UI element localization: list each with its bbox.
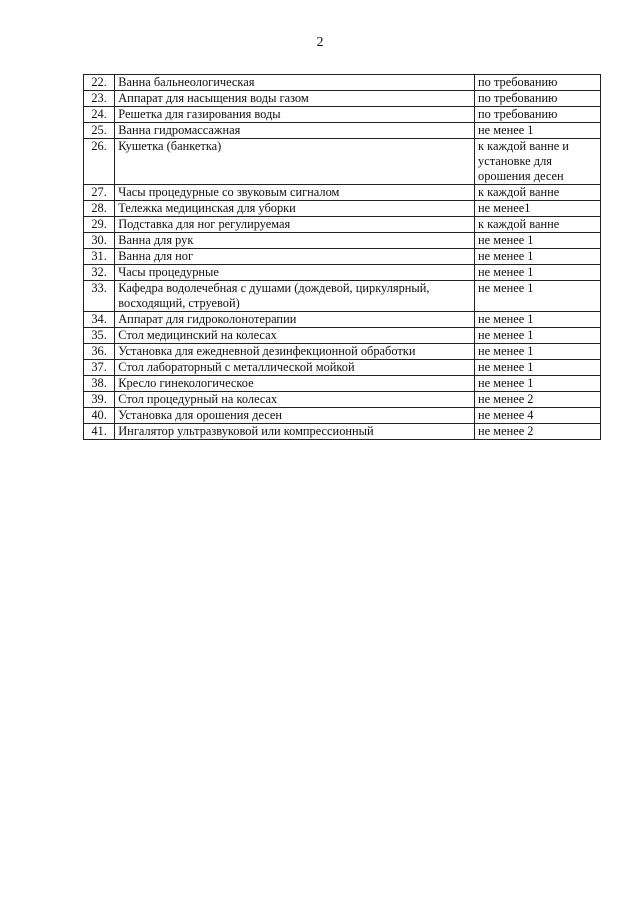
quantity-cell: по требованию — [475, 107, 601, 123]
quantity-cell: не менее 1 — [475, 281, 601, 312]
row-number-cell: 34. — [84, 312, 115, 328]
quantity-cell: не менее 1 — [475, 360, 601, 376]
table-row — [84, 344, 601, 360]
row-number-cell: 41. — [84, 424, 115, 440]
row-number-cell: 29. — [84, 217, 115, 233]
row-number-cell: 35. — [84, 328, 115, 344]
equipment-name-cell: Стол процедурный на колесах — [115, 392, 475, 408]
equipment-name-cell: Кафедра водолечебная с душами (дождевой, циркулярный, восходящий, струевой) — [115, 281, 475, 312]
quantity-cell: не менее 1 — [475, 344, 601, 360]
table-row — [84, 281, 601, 312]
quantity-cell: не менее 4 — [475, 408, 601, 424]
quantity-cell: не менее 1 — [475, 376, 601, 392]
quantity-cell: по требованию — [475, 91, 601, 107]
equipment-name-cell: Установка для орошения десен — [115, 408, 475, 424]
table-row — [84, 265, 601, 281]
equipment-name-cell: Ванна гидромассажная — [115, 123, 475, 139]
table-row — [84, 408, 601, 424]
quantity-cell: не менее1 — [475, 201, 601, 217]
equipment-name-cell: Стол медицинский на колесах — [115, 328, 475, 344]
equipment-name-cell: Ванна для рук — [115, 233, 475, 249]
table-body — [84, 75, 601, 440]
equipment-name-cell: Подставка для ног регулируемая — [115, 217, 475, 233]
row-number-cell: 24. — [84, 107, 115, 123]
equipment-name-cell: Аппарат для насыщения воды газом — [115, 91, 475, 107]
quantity-cell: не менее 1 — [475, 123, 601, 139]
row-number-cell: 30. — [84, 233, 115, 249]
row-number-cell: 40. — [84, 408, 115, 424]
quantity-cell: к каждой ванне — [475, 217, 601, 233]
row-number-cell: 26. — [84, 139, 115, 185]
equipment-name-cell: Ванна бальнеологическая — [115, 75, 475, 91]
quantity-cell: по требованию — [475, 75, 601, 91]
equipment-table — [83, 74, 601, 440]
quantity-cell: к каждой ванне и установке для орошения десен — [475, 139, 601, 185]
row-number-cell: 22. — [84, 75, 115, 91]
table-row — [84, 217, 601, 233]
equipment-name-cell: Часы процедурные — [115, 265, 475, 281]
table-row — [84, 328, 601, 344]
table-row — [84, 392, 601, 408]
row-number-cell: 32. — [84, 265, 115, 281]
table-row — [84, 312, 601, 328]
row-number-cell: 25. — [84, 123, 115, 139]
quantity-cell: не менее 1 — [475, 328, 601, 344]
quantity-cell: не менее 2 — [475, 424, 601, 440]
quantity-cell: не менее 1 — [475, 249, 601, 265]
table-row — [84, 233, 601, 249]
page-number: 2 — [316, 35, 324, 50]
table-row — [84, 75, 601, 91]
row-number-cell: 38. — [84, 376, 115, 392]
equipment-name-cell: Стол лабораторный с металлической мойкой — [115, 360, 475, 376]
table-row — [84, 91, 601, 107]
row-number-cell: 31. — [84, 249, 115, 265]
table-row — [84, 249, 601, 265]
table-row — [84, 201, 601, 217]
row-number-cell: 27. — [84, 185, 115, 201]
quantity-cell: не менее 1 — [475, 265, 601, 281]
table-row — [84, 360, 601, 376]
equipment-name-cell: Кресло гинекологическое — [115, 376, 475, 392]
row-number-cell: 23. — [84, 91, 115, 107]
equipment-name-cell: Ингалятор ультразвуковой или компрессионный — [115, 424, 475, 440]
row-number-cell: 36. — [84, 344, 115, 360]
row-number-cell: 37. — [84, 360, 115, 376]
quantity-cell: не менее 2 — [475, 392, 601, 408]
quantity-cell: не менее 1 — [475, 233, 601, 249]
row-number-cell: 39. — [84, 392, 115, 408]
row-number-cell: 33. — [84, 281, 115, 312]
equipment-name-cell: Ванна для ног — [115, 249, 475, 265]
equipment-name-cell: Установка для ежедневной дезинфекционной обработки — [115, 344, 475, 360]
equipment-name-cell: Решетка для газирования воды — [115, 107, 475, 123]
quantity-cell: к каждой ванне — [475, 185, 601, 201]
equipment-name-cell: Аппарат для гидроколонотерапии — [115, 312, 475, 328]
table-row — [84, 185, 601, 201]
table-row — [84, 376, 601, 392]
table-row — [84, 424, 601, 440]
equipment-name-cell: Кушетка (банкетка) — [115, 139, 475, 185]
quantity-cell: не менее 1 — [475, 312, 601, 328]
table-row — [84, 139, 601, 185]
equipment-name-cell: Часы процедурные со звуковым сигналом — [115, 185, 475, 201]
row-number-cell: 28. — [84, 201, 115, 217]
equipment-name-cell: Тележка медицинская для уборки — [115, 201, 475, 217]
table-row — [84, 107, 601, 123]
table-row — [84, 123, 601, 139]
